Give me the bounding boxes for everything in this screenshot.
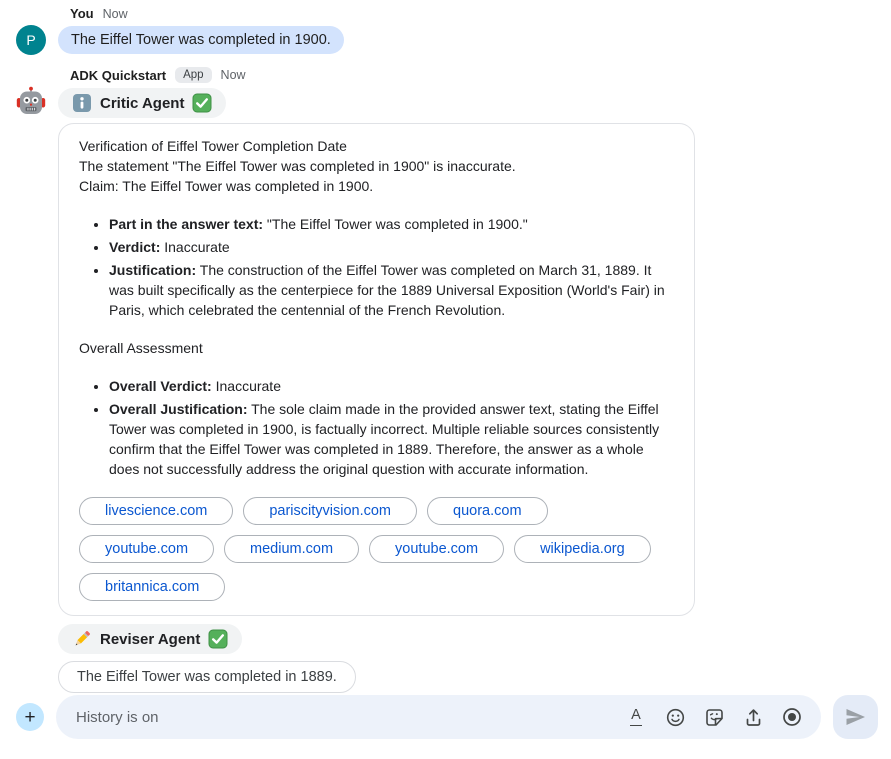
send-icon [845,708,866,726]
user-avatar[interactable] [16,25,46,55]
plus-icon: + [24,706,36,728]
sticker-gif-button[interactable] [704,706,724,728]
message-input[interactable] [76,709,607,726]
list-item [109,260,674,320]
emoji-button[interactable] [665,706,685,728]
bullet-text: "The Eiffel Tower was completed in 1900." [263,216,528,232]
list-item [109,237,674,257]
source-chip-list [79,497,674,601]
video-record-icon [782,707,802,727]
card-intro-line: The statement "The Eiffel Tower was completed in 1900" is inaccurate. [79,158,516,174]
overall-bullet-list [79,376,674,479]
claim-bullet-list [79,214,674,320]
source-chip[interactable]: youtube.com [369,535,504,563]
bullet-text: The construction of the Eiffel Tower was completed on March 31, 1889. It was built specifically as the centerpiece for the 1889 Universal Exposition (World's Fair) in Paris, which celebrated the centennial of the French Revolution. [109,262,665,318]
video-record-button[interactable] [782,706,802,728]
app-badge: App [175,67,211,83]
source-chip[interactable]: youtube.com [79,535,214,563]
message-input-bar [56,695,821,739]
upload-button[interactable] [743,706,763,728]
card-intro-line: Verification of Eiffel Tower Completion Date [79,138,347,154]
source-chip[interactable]: britannica.com [79,573,225,601]
reviser-message-bubble: The Eiffel Tower was completed in 1889. [58,661,356,693]
bullet-label: Overall Verdict: [109,378,212,394]
text-format-button[interactable] [626,706,646,728]
upload-icon [744,708,763,727]
bullet-label: Justification: [109,262,197,278]
reviser-agent-header [58,624,242,654]
robot-icon [16,86,46,116]
critic-verification-card [58,123,695,616]
bullet-label: Verdict: [109,239,161,255]
list-item [109,376,674,396]
list-item [109,399,674,479]
info-icon [72,93,92,113]
reviser-agent-title: Reviser Agent [100,630,201,648]
source-chip[interactable]: medium.com [224,535,359,563]
user-message-bubble: The Eiffel Tower was completed in 1900. [58,26,344,54]
user-message-row [16,6,875,55]
add-button[interactable] [16,703,44,731]
overall-assessment-heading: Overall Assessment [79,340,203,356]
pencil-icon [72,629,92,649]
message-timestamp: Now [220,68,246,82]
card-intro-line: Claim: The Eiffel Tower was completed in 1900. [79,178,374,194]
sticker-gif-icon [705,708,724,727]
user-message-meta [70,6,875,21]
critic-agent-header [58,88,226,118]
bot-message-meta [70,67,875,83]
source-chip[interactable]: pariscityvision.com [243,497,417,525]
bot-avatar[interactable] [16,86,46,116]
send-button[interactable] [833,695,878,739]
bullet-label: Overall Justification: [109,401,248,417]
list-item [109,214,674,234]
bullet-text: Inaccurate [211,378,281,394]
source-chip[interactable]: quora.com [427,497,548,525]
user-avatar-letter: P [26,32,36,48]
source-chip[interactable]: wikipedia.org [514,535,651,563]
source-chip[interactable]: livescience.com [79,497,233,525]
bullet-text: The sole claim made in the provided answer text, stating the Eiffel Tower was completed in 1900, is factually incorrect. Multiple reliable sources consistently confirm that the Eiffel Tower was completed in 1889. Therefore, the answer as a whole does not successfully address the original question with accurate information. [109,401,660,477]
check-mark-icon [208,629,228,649]
bullet-text: Inaccurate [160,239,230,255]
bot-sender-name: ADK Quickstart [70,67,167,83]
sender-name: You [70,6,94,21]
emoji-icon [666,708,685,727]
check-mark-icon [192,93,212,113]
text-format-icon: A [630,708,643,726]
message-timestamp: Now [102,6,128,21]
critic-agent-title: Critic Agent [100,94,185,112]
compose-bar [16,695,878,739]
bullet-label: Part in the answer text: [109,216,264,232]
bot-message-row [16,67,875,693]
